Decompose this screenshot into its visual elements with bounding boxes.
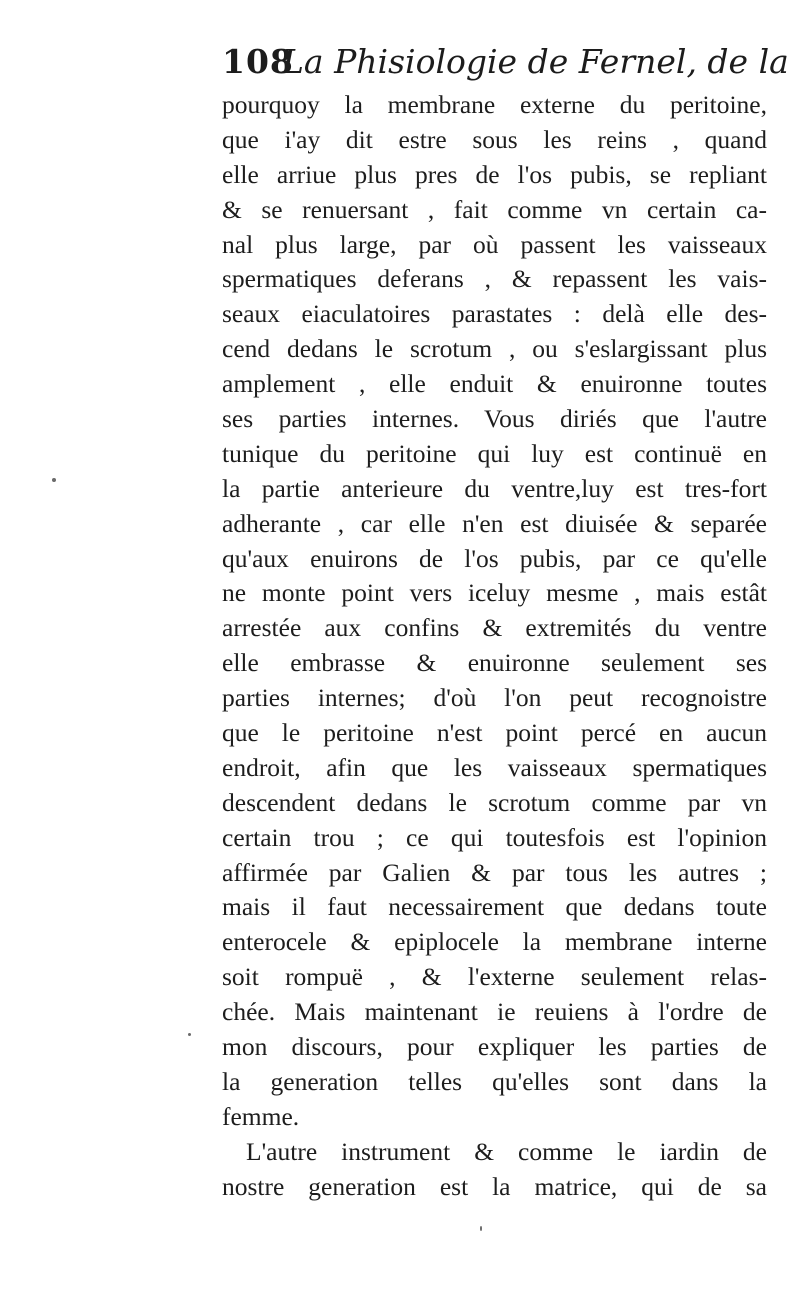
text-line: elle embrasse & enuironne seulement ses [222,648,767,678]
text-line: descendent dedans le scrotum comme par vn [222,787,767,817]
page-header [222,40,789,88]
running-title: La Phisiologie de Fernel, de la [282,42,789,81]
text-line: elle arriue plus pres de l'os pubis, se repliant [222,159,767,189]
page-number: 108 [222,42,294,81]
print-speck [188,1033,191,1036]
text-line: ne monte point vers iceluy mesme , mais estât [222,578,767,608]
text-line: chée. Mais maintenant ie reuiens à l'ordre de [222,997,767,1027]
text-line: certain trou ; ce qui toutesfois est l'opinion [222,822,767,852]
text-line: affirmée par Galien & par tous les autres ; [222,857,767,887]
paragraph-start-line: L'autre instrument & comme le iardin de [246,1136,767,1166]
text-line: endroit, afin que les vaisseaux spermatiques [222,752,767,782]
text-line: qu'aux enuirons de l'os pubis, par ce qu'elle [222,543,767,573]
text-line: parties internes; d'où l'on peut recognoistre [222,683,767,713]
text-line: cend dedans le scrotum , ou s'eslargissant plus [222,334,767,364]
text-line: femme. [222,1101,300,1131]
text-line: pourquoy la membrane externe du peritoine, [222,90,767,119]
text-line: spermatiques deferans , & repassent les vais- [222,264,767,294]
text-line: ses parties internes. Vous diriés que l'autre [222,404,767,434]
text-line: nostre generation est la matrice, qui de sa [222,1171,767,1201]
text-line: la generation telles qu'elles sont dans la [222,1066,767,1096]
text-line: seaux eiaculatoires parastates : delà elle des- [222,299,767,329]
text-line: arrestée aux confins & extremités du ventre [222,613,767,643]
text-line: mais il faut necessairement que dedans toute [222,892,767,922]
print-speck [52,478,56,482]
text-line: nal plus large, par où passent les vaisseaux [222,229,767,259]
text-line: & se renuersant , fait comme vn certain ca- [222,194,767,224]
print-speck [480,1226,482,1231]
text-line: enterocele & epiplocele la membrane interne [222,927,767,957]
text-line: que le peritoine n'est point percé en aucun [222,718,767,748]
text-line: la partie anterieure du ventre,luy est tres-fort [222,473,767,503]
body-text [222,88,767,1205]
text-line: mon discours, pour expliquer les parties de [222,1032,767,1062]
text-line: adherante , car elle n'en est diuisée & separée [222,508,767,538]
text-line: tunique du peritoine qui luy est continuë en [222,438,767,468]
text-line: amplement , elle enduit & enuironne toutes [222,369,767,399]
text-line: que i'ay dit estre sous les reins , quand [222,124,767,154]
text-line: soit rompuë , & l'externe seulement relas- [222,962,767,992]
